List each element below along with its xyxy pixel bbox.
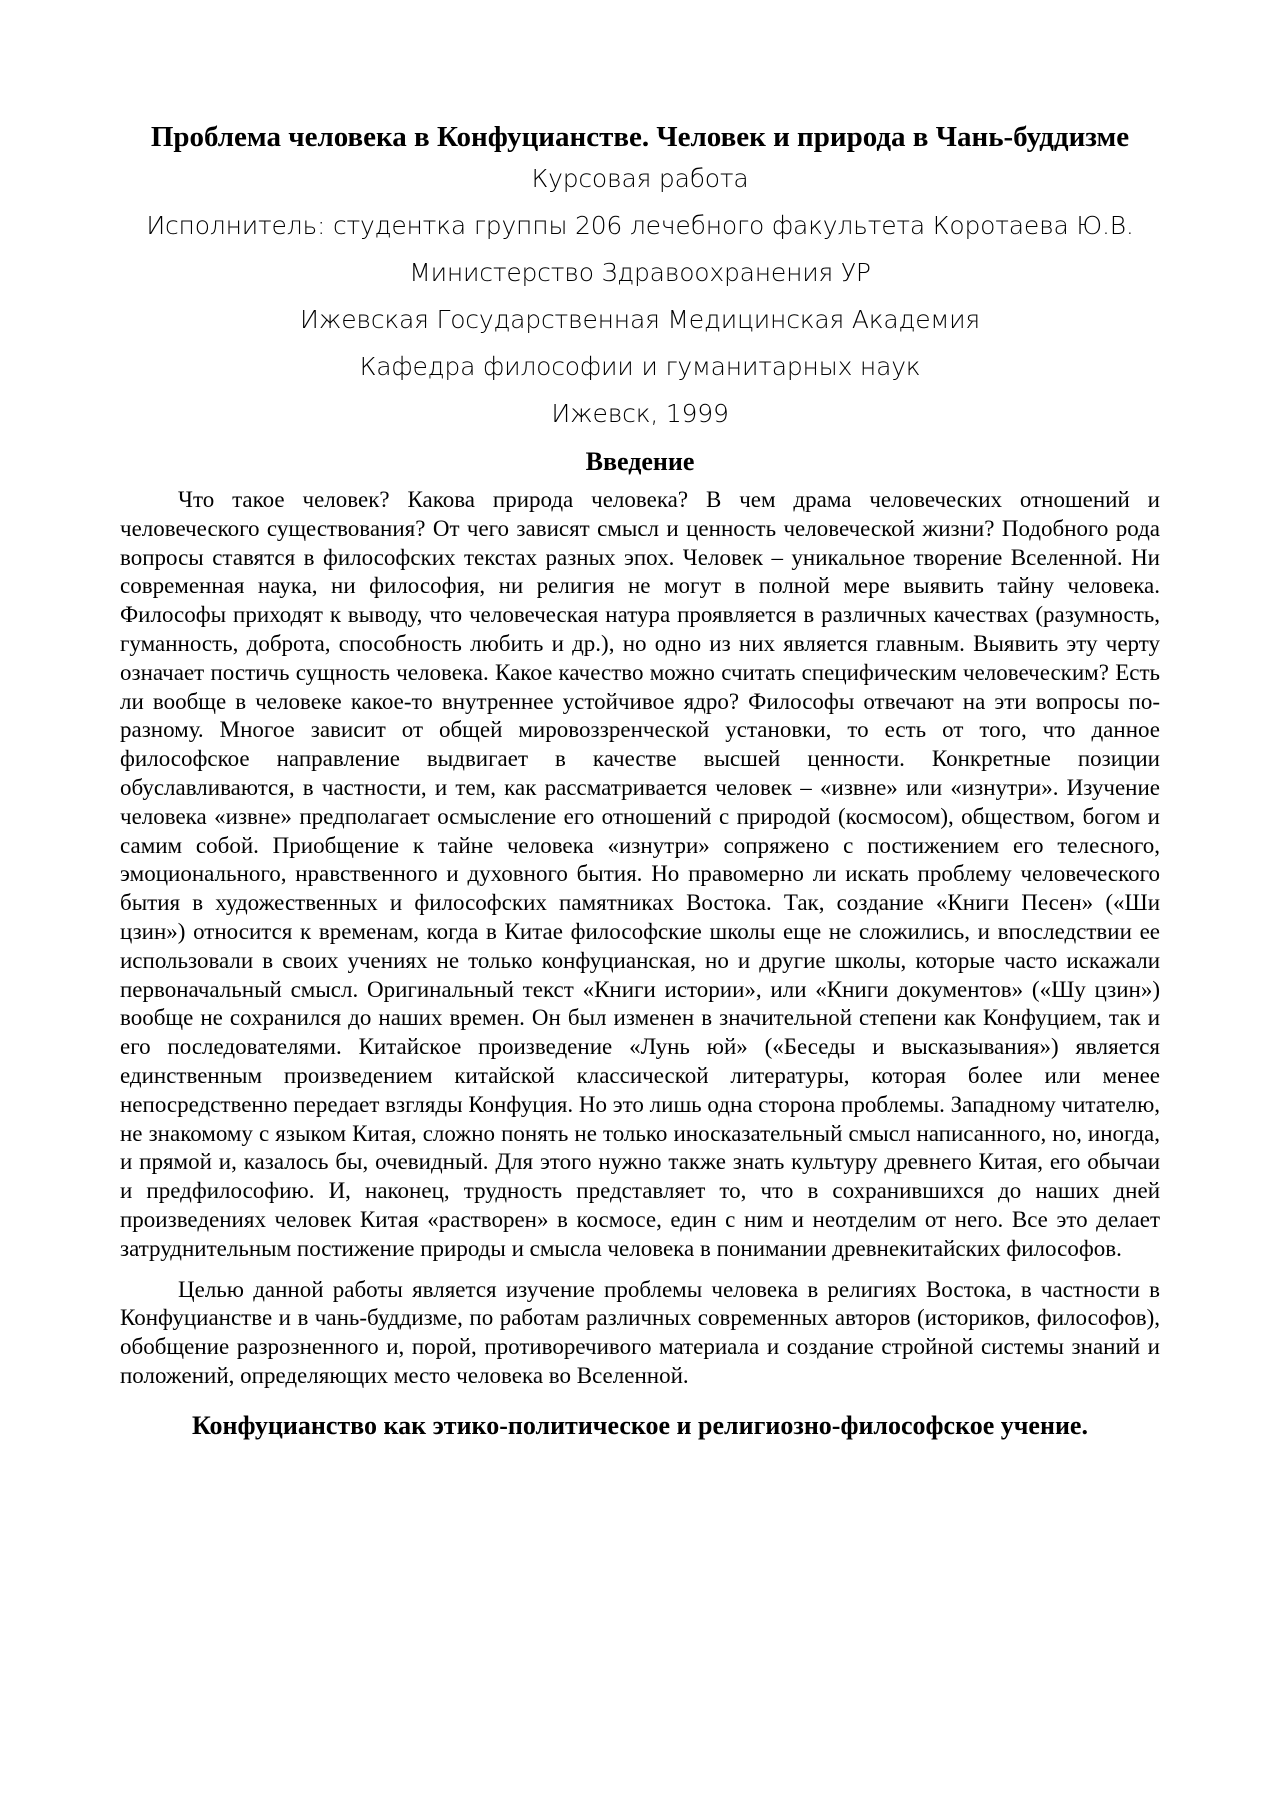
document-title: Проблема человека в Конфуцианстве. Человек и природа в Чань-буддизме [150, 121, 1130, 153]
intro-paragraph-1: Что такое человек? Какова природа человека? В чем драма человеческих отношений и человеческого существования? От чего зависят смысл и ценность человеческой жизни? Подобного рода вопросы ставятся в философских текстах разных эпох. Человек – уникальное творение Вселенной. Ни современная наука, ни философия, ни религия не могут в полной мере выявить тайну человека. Философы приходят к выводу, что человеческая натура проявляется в различных качествах (разумность, гуманность, доброта, способность любить и др.), но одно из них является главным. Выявить эту черту означает постичь сущность человека. Какое качество можно считать специфическим человеческим? Есть ли вообще в человеке какое-то внутреннее устойчивое ядро? Философы отвечают на эти вопросы по-разному. Многое зависит от общей мировоззренческой установки, то есть от того, что данное философское направление выдвигает в качестве высшей ценности. Конкретные позиции обуславливаются, в частности, и тем, как рассматривается человек – «извне» или «изнутри». Изучение человека «извне» предполагает осмысление его отношений с природой (космосом), обществом, богом и самим собой. Приобщение к тайне человека «изнутри» сопряжено с постижением его телесного, эмоционального, нравственного и духовного бытия. Но правомерно ли искать проблему человеческого бытия в художественных и философских памятниках Востока. Так, создание «Книги Песен» («Ши цзин») относится к временам, когда в Китае философские школы еще не сложились, и впоследствии ее использовали в своих учениях не только конфуцианская, но и другие школы, которые часто искажали первоначальный смысл. Оригинальный текст «Книги истории», или «Книги документов» («Шу цзин») вообще не сохранился до наших времен. Он был изменен в значительной степени как Конфуцием, так и его последователями. Китайское произведение «Лунь юй» («Беседы и высказывания») является единственным произведением китайской классической литературы, которая более или менее непосредственно передает взгляды Конфуция. Но это лишь одна сторона проблемы. Западному читателю, не знакомому с языком Китая, сложно понять не только иносказательный смысл написанного, но, иногда, и прямой и, казалось бы, очевидный. Для этого нужно также знать культуру древнего Китая, его обычаи и предфилософию. И, наконец, трудность представляет то, что в сохранившихся до наших дней произведениях человек Китая «растворен» в космосе, един с ним и неотделим от него. Все это делает затруднительным постижение природы и смысла человека в понимании древнекитайских философов. [120, 487, 1160, 1261]
document-academy: Ижевская Государственная Медицинская Академия [300, 305, 980, 334]
intro-paragraph-2: Целью данной работы является изучение проблемы человека в религиях Востока, в частности в Конфуцианстве и в чань-буддизме, по работам различных современных авторов (историков, философов), обобщение разрозненного и, порой, противоречивого материала и создание стройной системы знаний и положений, определяющих место человека во Вселенной. [120, 1276, 1160, 1388]
document-ministry: Министерство Здравоохранения УР [409, 258, 871, 287]
document-author: Исполнитель: студентка группы 206 лечебного факультета Коротаева Ю.В. [146, 211, 1134, 240]
section-heading: Конфуцианство как этико-политическое и религиозно-философское учение. [192, 1410, 1088, 1440]
document-content [120, 120, 1160, 1442]
document-department: Кафедра философии и гуманитарных наук [359, 352, 921, 381]
document-place-year: Ижевск, 1999 [551, 399, 729, 428]
intro-heading: Введение [585, 447, 695, 476]
document-subtitle: Курсовая работа [531, 164, 749, 193]
